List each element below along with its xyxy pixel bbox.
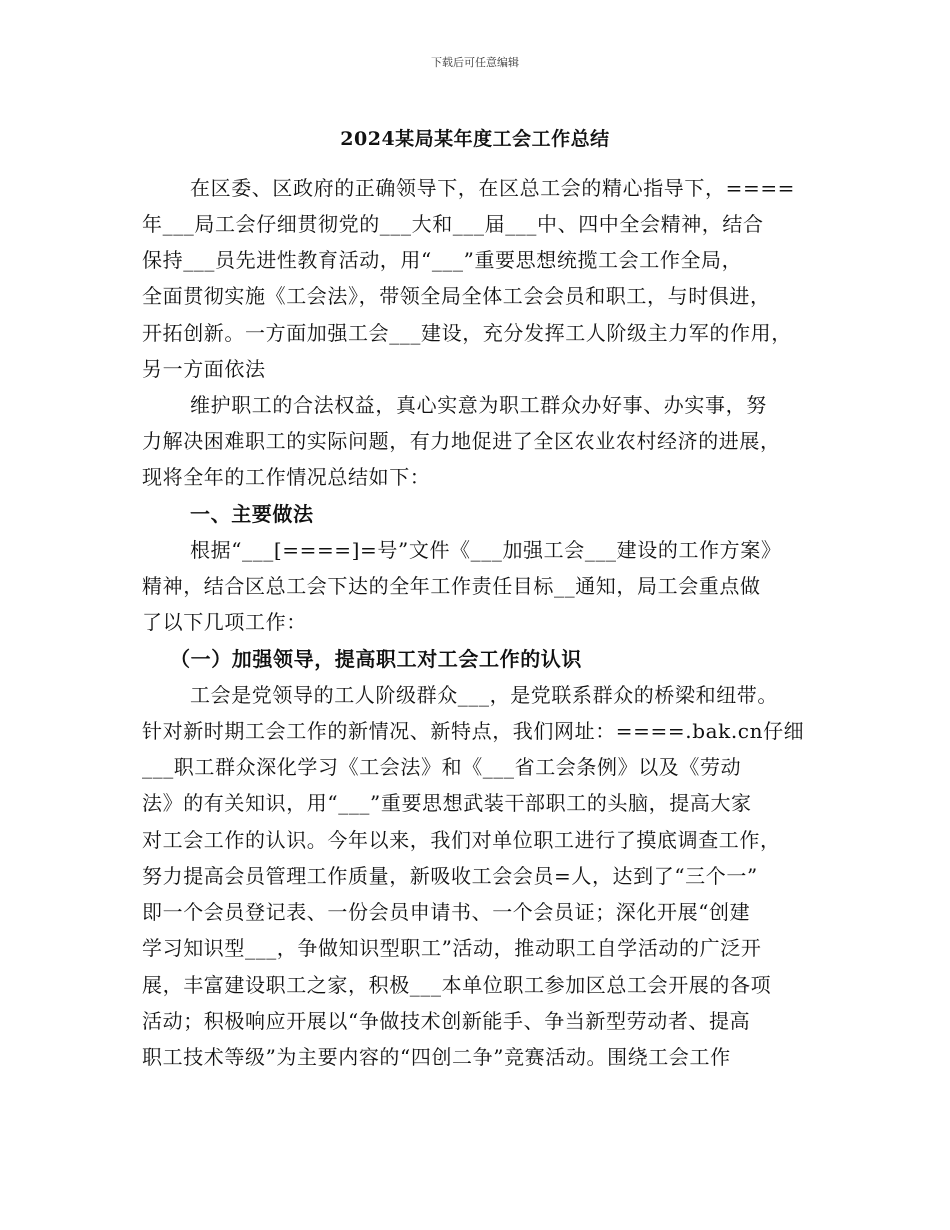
paragraph-line: 针对新时期工会工作的新情况、新特点，我们网址：====.bak.cn仔细: [142, 719, 805, 743]
paragraph-line: 展，丰富建设职工之家，积极___本单位职工参加区总工会开展的各项: [142, 973, 772, 997]
paragraph-line: 另一方面依法: [142, 357, 266, 381]
paragraph-line: 职工技术等级”为主要内容的“四创二争”竞赛活动。围绕工会工作: [142, 1045, 731, 1069]
paragraph-line: 力解决困难职工的实际问题，有力地促进了全区农业农村经济的进展，: [142, 429, 781, 453]
paragraph-line: 活动；积极响应开展以“争做技术创新能手、争当新型劳动者、提高: [142, 1009, 751, 1033]
paragraph-line: 开拓创新。一方面加强工会___建设，充分发挥工人阶级主力军的作用，: [142, 321, 792, 345]
paragraph-line: 保持___员先进性教育活动，用“___”重要思想统揽工会工作全局，: [142, 248, 743, 272]
paragraph-line: 对工会工作的认识。今年以来，我们对单位职工进行了摸底调查工作，: [142, 828, 781, 852]
paragraph-line: 了以下几项工作：: [142, 610, 307, 634]
paragraph-line: 学习知识型___，争做知识型职工”活动，推动职工自学活动的广泛开: [142, 936, 762, 960]
document-title: 2024某局某年度工会工作总结: [340, 128, 610, 150]
paragraph-line: 现将全年的工作情况总结如下：: [142, 465, 431, 489]
paragraph-line: 年___局工会仔细贯彻党的___大和___届___中、四中全会精神，结合: [142, 212, 764, 236]
paragraph-line: 在区委、区政府的正确领导下，在区总工会的精心指导下，====: [190, 176, 796, 200]
paragraph-line: 即一个会员登记表、一份会员申请书、一个会员证；深化开展“创建: [142, 900, 751, 924]
section-heading: 一、主要做法: [190, 502, 314, 526]
paragraph-line: 精神，结合区总工会下达的全年工作责任目标__通知，局工会重点做: [142, 574, 761, 598]
paragraph-line: 全面贯彻实施《工会法》，带领全局全体工会会员和职工，与时俱进，: [142, 284, 771, 308]
paragraph-line: 努力提高会员管理工作质量，新吸收工会会员=人，达到了“三个一”: [142, 864, 758, 888]
paragraph-line: ___职工群众深化学习《工会法》和《___省工会条例》以及《劳动: [142, 755, 742, 779]
paragraph-line: 根据“___[====]=号”文件《___加强工会___建设的工作方案》: [190, 538, 782, 562]
subsection-heading: （一）加强领导，提高职工对工会工作的认识: [170, 647, 582, 671]
paragraph-line: 维护职工的合法权益，真心实意为职工群众办好事、办实事，努: [190, 393, 767, 417]
paragraph-line: 工会是党领导的工人阶级群众___，是党联系群众的桥梁和纽带。: [190, 683, 778, 707]
page-header-note: 下载后可任意编辑: [431, 56, 519, 69]
paragraph-line: 法》的有关知识，用“___”重要思想武装干部职工的头脑，提高大家: [142, 791, 752, 815]
